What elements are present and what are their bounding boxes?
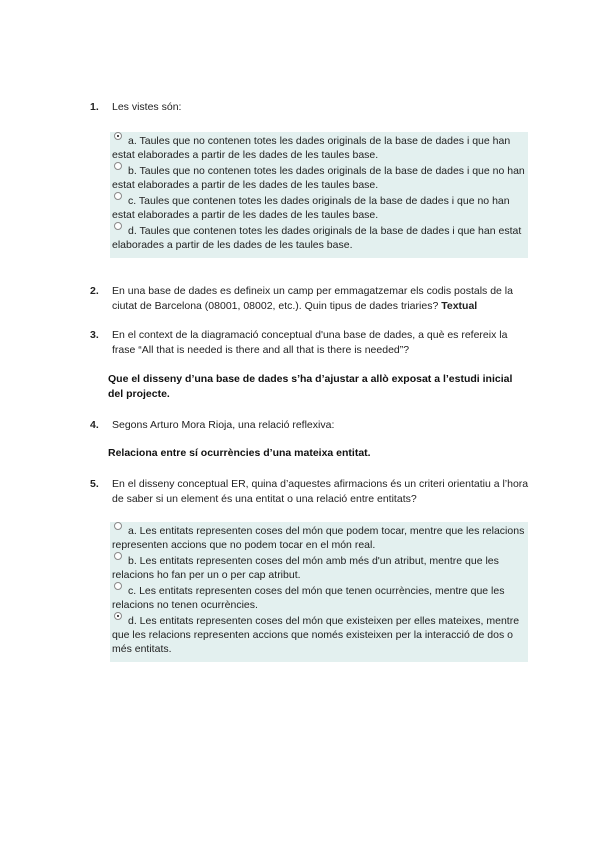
option-c[interactable]	[112, 584, 528, 612]
answer-q3: Que el disseny d’una base de dades s’ha d’ajustar a allò exposat a l’estudi inicial del projecte.	[108, 373, 513, 400]
question-5	[90, 477, 530, 507]
options-q1	[110, 132, 528, 258]
question-number: 5.	[90, 478, 99, 490]
question-text: Segons Arturo Mora Rioja, una relació reflexiva:	[112, 419, 335, 431]
option-a[interactable]	[112, 524, 528, 552]
question-text	[112, 284, 530, 314]
question-2	[90, 284, 530, 314]
question-number: 3.	[90, 329, 99, 341]
option-label: c. Les entitats representen coses del món que tenen ocurrències, mentre que les relacions no tenen ocurrències.	[112, 585, 505, 611]
radio-unchecked-icon[interactable]	[114, 222, 122, 230]
answer-q4: Relaciona entre sí ocurrències d’una mateixa entitat.	[108, 447, 371, 459]
option-label: a. Les entitats representen coses del món que podem tocar, mentre que les relacions representen accions que no podem tocar en el món real.	[112, 525, 525, 551]
option-label: a. Taules que no contenen totes les dades originals de la base de dades i que han estat elaborades a partir de les dades de les taules base.	[112, 135, 511, 161]
option-b[interactable]	[112, 554, 528, 582]
option-a[interactable]	[112, 134, 528, 162]
inline-answer: Textual	[441, 300, 478, 312]
radio-checked-icon[interactable]	[114, 612, 122, 620]
question-4	[90, 418, 530, 433]
radio-checked-icon[interactable]	[114, 132, 122, 140]
option-b[interactable]	[112, 164, 528, 192]
question-text: Les vistes són:	[112, 101, 182, 113]
radio-unchecked-icon[interactable]	[114, 582, 122, 590]
radio-unchecked-icon[interactable]	[114, 192, 122, 200]
question-number: 4.	[90, 419, 99, 431]
option-label: d. Taules que contenen totes les dades originals de la base de dades i que han estat elaborades a partir de les dades de les taules base.	[112, 225, 522, 251]
question-text: En el disseny conceptual ER, quina d’aquestes afirmacions és un criteri orientatiu a l’hora de saber si un element és una entitat o una relació entre entitats?	[112, 478, 529, 505]
question-number: 2.	[90, 285, 99, 297]
radio-unchecked-icon[interactable]	[114, 552, 122, 560]
question-3	[90, 328, 530, 358]
option-label: d. Les entitats representen coses del món que existeixen per elles mateixes, mentre que les relacions representen accions que només existeixen per la interacció de dos o més entitats.	[112, 615, 520, 655]
option-d[interactable]	[112, 224, 528, 252]
options-q5	[110, 522, 528, 662]
option-label: c. Taules que contenen totes les dades originals de la base de dades i que no han estat elaborades a partir de les dades de les taules base.	[112, 195, 510, 221]
option-c[interactable]	[112, 194, 528, 222]
question-1	[90, 100, 530, 115]
option-label: b. Taules que no contenen totes les dades originals de la base de dades i que no han estat elaborades a partir de les dades de les taules base.	[112, 165, 525, 191]
radio-unchecked-icon[interactable]	[114, 522, 122, 530]
option-label: b. Les entitats representen coses del món amb més d'un atribut, mentre que les relacions ho fan per un o per cap atribut.	[112, 555, 499, 581]
question-text: En el context de la diagramació conceptual d'una base de dades, a què es refereix la frase “All that is needed is there and all that is there is needed”?	[112, 329, 508, 356]
option-d[interactable]	[112, 614, 528, 656]
question-body: En una base de dades es defineix un camp per emmagatzemar els codis postals de la ciutat de Barcelona (08001, 08002, etc.). Quin tipus de dades triaries?	[112, 285, 513, 312]
radio-unchecked-icon[interactable]	[114, 162, 122, 170]
question-number: 1.	[90, 101, 99, 113]
